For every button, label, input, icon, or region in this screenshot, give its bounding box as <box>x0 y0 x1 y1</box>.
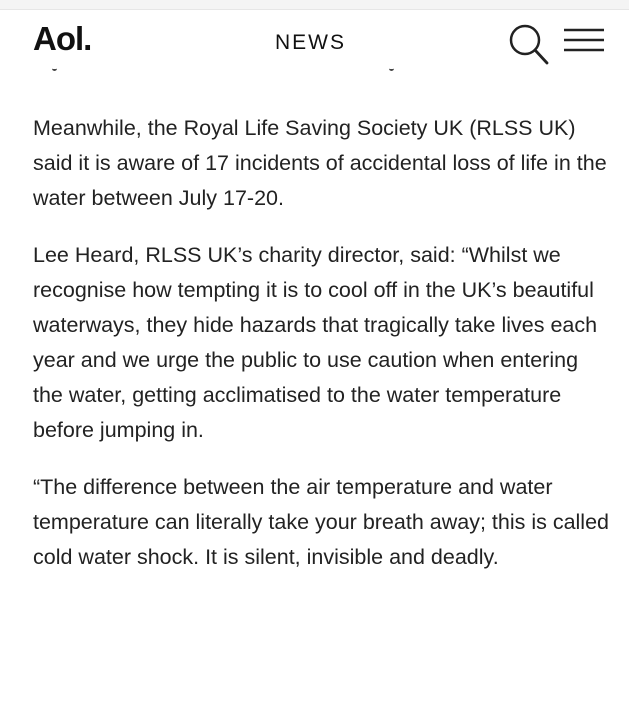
article-paragraph: Meanwhile, the Royal Life Saving Society UK (RLSS UK) said it is aware of 17 incidents of accidental loss of life in the water between July 17-20. <box>33 116 607 210</box>
top-bar-divider <box>0 0 629 10</box>
article-body <box>33 111 613 597</box>
article-paragraph: Lee Heard, RLSS UK’s charity director, said: “Whilst we recognise how tempting it is to cool off in the UK’s beautiful waterways, they hide hazards that tragically take lives each year and we urge the public to use caution when entering the water, getting acclimatised to the water temperature before jumping in. <box>33 243 598 442</box>
search-icon[interactable] <box>506 22 550 66</box>
aol-logo[interactable]: Aol. <box>33 20 92 57</box>
site-header <box>0 10 629 66</box>
hamburger-menu-icon[interactable] <box>563 24 605 60</box>
section-title[interactable]: NEWS <box>275 31 346 54</box>
article-paragraph: “The difference between the air temperature and water temperature can literally take your breath away; this is called cold water shock. It is silent, invisible and deadly. <box>33 475 609 569</box>
clipped-text-line <box>34 64 414 76</box>
